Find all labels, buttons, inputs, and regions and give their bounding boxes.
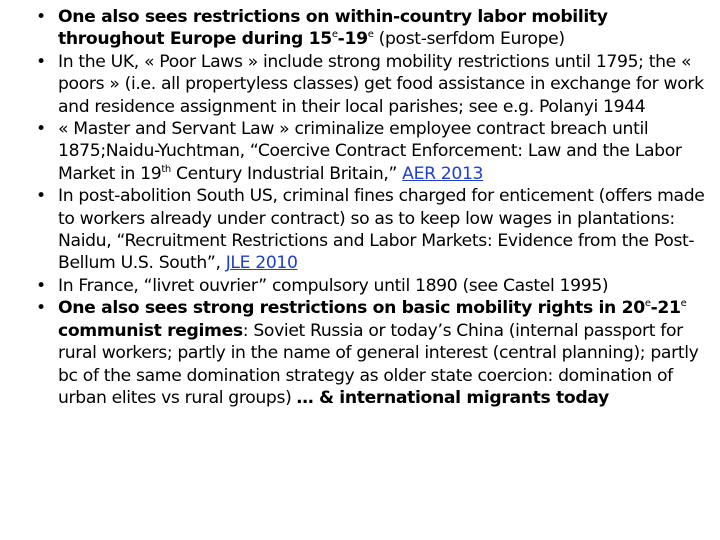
bullet-text: « Master and Servant Law » criminalize employee contract breach until 1875;Naidu-Yuchtman, “Coercive Contract Enforcement: Law and the Labor Market in 19: [58, 119, 682, 184]
bullet-bold-text: One also sees strong restrictions on basic mobility rights in 20: [58, 298, 645, 319]
superscript: th: [161, 163, 171, 175]
bullet-list: [36, 6, 714, 409]
bullet-bold-text: -21: [650, 298, 681, 319]
bullet-icon: •: [36, 7, 46, 27]
bullet-item: [36, 297, 714, 409]
jle-2010-link[interactable]: JLE 2010: [225, 253, 298, 274]
bullet-icon: •: [36, 275, 46, 296]
bullet-text: (post-serfdom Europe): [373, 29, 565, 50]
bullet-icon: •: [36, 51, 46, 72]
bullet-item: [36, 275, 714, 297]
bullet-bold-text: … & international migrants today: [296, 387, 609, 408]
bullet-bold-text: One also sees restrictions on within-country labor mobility throughout Europe during 15: [58, 7, 608, 50]
bullet-text: In post-abolition South US, criminal fines charged for enticement (offers made to workers already under contract) so as to keep low wages in plantations: Naidu, “Recruitment Restrictions and Labor Markets: Evidence from the Post-Bellum U.S. South”,: [58, 186, 705, 274]
bullet-icon: •: [36, 186, 46, 207]
bullet-text: Century Industrial Britain,”: [170, 163, 403, 184]
bullet-item: [36, 51, 714, 118]
bullet-bold-text: communist regimes: [58, 320, 243, 341]
bullet-item: [36, 118, 714, 185]
bullet-item: [36, 6, 714, 51]
superscript: e: [644, 298, 651, 310]
bullet-text: : Soviet Russia or today’s China (internal passport for rural workers; partly in the name of general interest (central planning); partly bc of the same domination strategy as older state coercion: domination of urban elites vs rural groups): [58, 320, 699, 408]
bullet-bold-text: -19: [337, 29, 368, 50]
bullet-text: In France, “livret ouvrier” compulsory until 1890 (see Castel 1995): [58, 275, 609, 296]
bullet-icon: •: [36, 298, 46, 319]
bullet-text: In the UK, « Poor Laws » include strong mobility restrictions until 1795; the « poors » (i.e. all propertyless classes) get food assistance in exchange for work and residence assignment in their local parishes; see e.g. Polanyi 1944: [58, 51, 704, 117]
bullet-item: [36, 185, 714, 275]
bullet-icon: •: [36, 119, 46, 140]
superscript: e: [331, 29, 338, 41]
superscript: e: [367, 29, 374, 41]
superscript: e: [680, 298, 687, 310]
aer-2013-link[interactable]: AER 2013: [402, 163, 484, 184]
